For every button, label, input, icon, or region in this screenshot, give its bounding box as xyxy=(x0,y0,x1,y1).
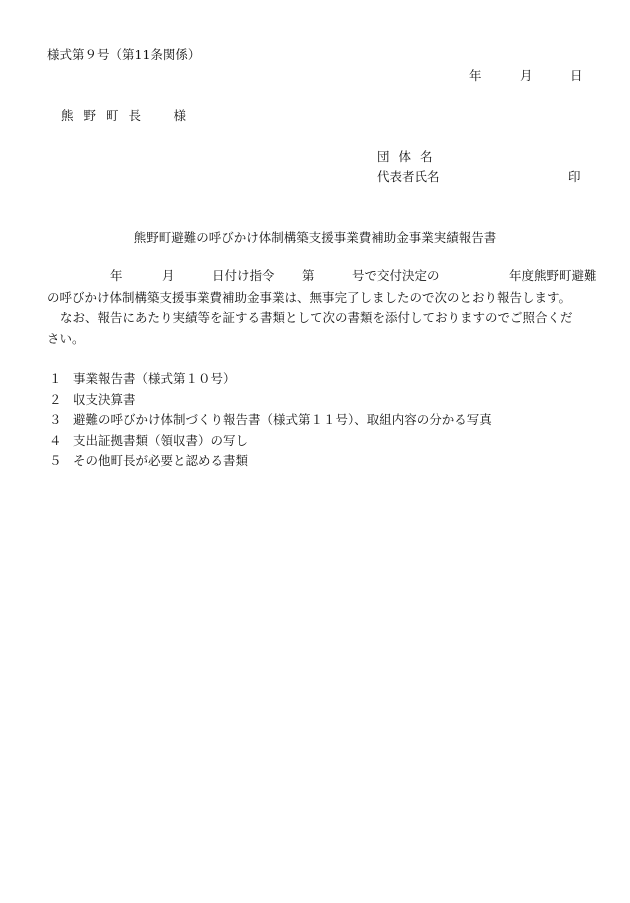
attachment-number: ４ xyxy=(49,433,62,448)
report-title: 熊野町避難の呼びかけ体制構築支援事業費補助金事業実績報告書 xyxy=(133,230,497,245)
attachment-text: その他町長が必要と認める書類 xyxy=(73,453,249,468)
attachment-number: ５ xyxy=(49,453,62,468)
body-year-label: 年 xyxy=(110,268,123,283)
organization-name-label: 団体名 xyxy=(377,149,442,164)
body-dated-directive: 日付け指令 xyxy=(212,268,275,283)
attachment-text: 事業報告書（様式第１０号） xyxy=(73,371,236,386)
attachment-number: ２ xyxy=(49,392,62,407)
form-number: 様式第９号（第11条関係） xyxy=(47,47,201,62)
attachment-number: １ xyxy=(49,371,62,386)
addressee: 熊野町長 様 xyxy=(61,108,197,123)
attachment-text: 支出証拠書類（領収書）の写し xyxy=(73,433,249,448)
body-grant-text: 号で交付決定の xyxy=(352,268,440,283)
body-line-4: さい。 xyxy=(47,331,85,346)
date-year-label: 年 xyxy=(469,68,482,83)
representative-name-label: 代表者氏名 xyxy=(377,169,440,184)
body-line-3: なお、報告にあたり実績等を証する書類として次の書類を添付しておりますのでご照合くだ xyxy=(60,310,573,325)
date-day-label: 日 xyxy=(570,68,583,83)
body-month-label: 月 xyxy=(162,268,175,283)
body-number-prefix: 第 xyxy=(302,268,315,283)
attachment-number: ３ xyxy=(49,412,62,427)
body-line-2: の呼びかけ体制構築支援事業費補助金事業は、無事完了しましたので次のとおり報告します。 xyxy=(47,290,572,305)
attachment-text: 避難の呼びかけ体制づくり報告書（様式第１１号）、取組内容の分かる写真 xyxy=(73,412,492,427)
date-month-label: 月 xyxy=(520,68,533,83)
seal-label: 印 xyxy=(568,169,581,184)
attachment-text: 収支決算書 xyxy=(73,392,136,407)
body-fiscal-year-text: 年度熊野町避難 xyxy=(509,268,597,283)
